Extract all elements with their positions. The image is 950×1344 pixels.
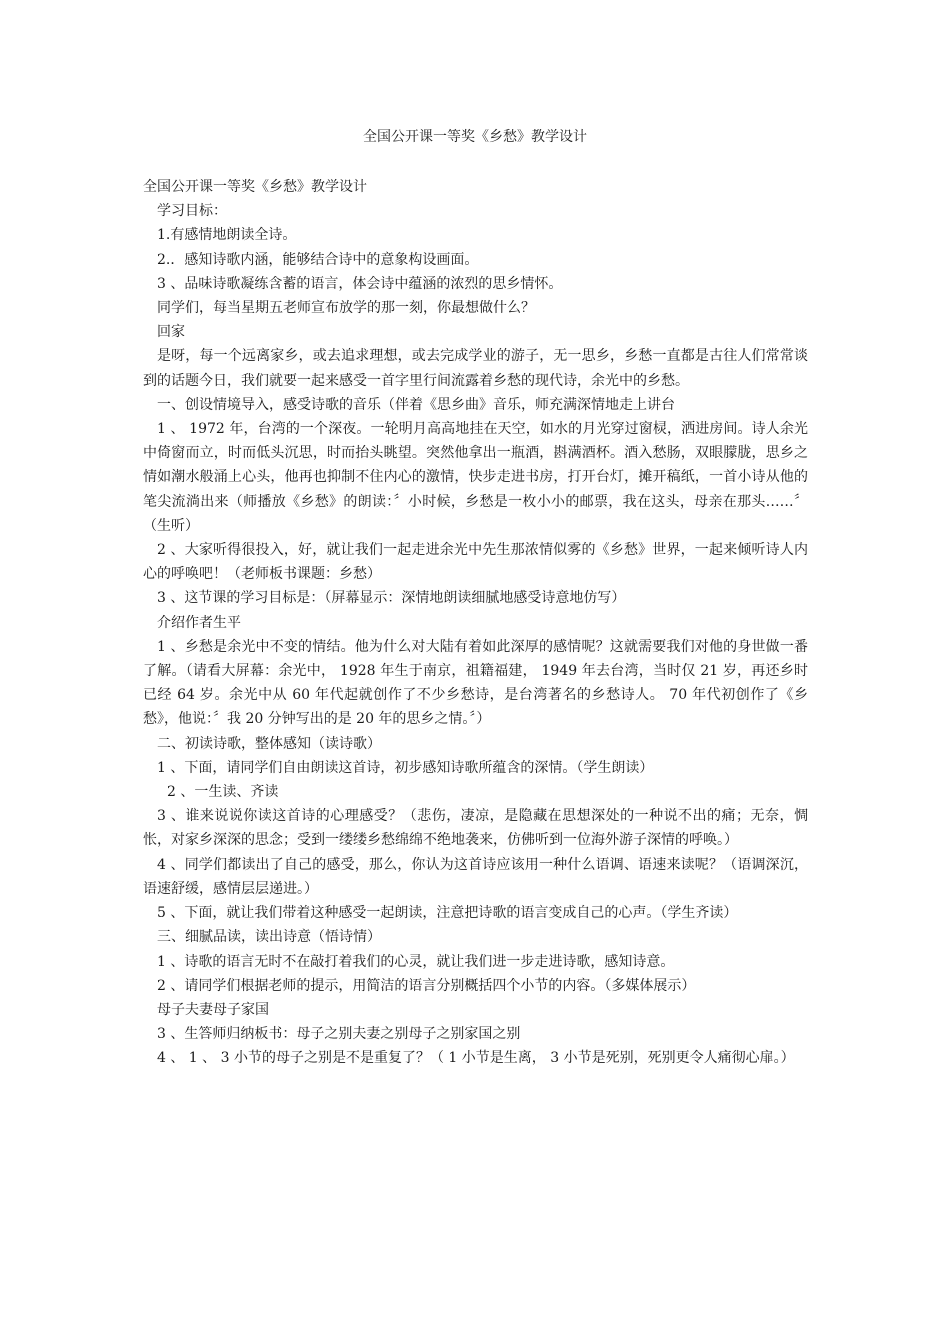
paragraph: 同学们，每当星期五老师宣布放学的那一刻，你最想做什么？ — [157, 300, 535, 317]
paragraph: 1 、下面，请同学们自由朗读这首诗，初步感知诗歌所蕴含的深情。（学生朗读） — [157, 759, 654, 776]
paragraph: 1 、乡愁是余光中不变的情结。他为什么对大陆有着如此深厚的感情呢？这就需要我们对他的身世做一番了解。（请看大屏幕：余光中， 1928 年生于南京，祖籍福建， 1949 年去台湾，当时仅 21 岁，再还乡时已经 64 岁。余光中从 60 年代起就创作了不少乡愁诗，是台湾著名的乡愁诗人。 70 年代初创作了《乡愁》，他说：〞我 20 分钟写出的是 20 年的思乡之情。〞） — [143, 638, 808, 728]
objective-item: 1.有感情地朗读全诗。 — [157, 227, 297, 244]
section-label-objectives: 学习目标： — [157, 203, 227, 220]
section-heading: 三、细腻品读，读出诗意（悟诗情） — [157, 929, 381, 946]
paragraph: 1 、 1972 年，台湾的一个深夜。一轮明月高高地挂在天空，如水的月光穿过窗棂，洒进房间。诗人余光中倚窗而立，时而低头沉思，时而抬头眺望。突然他拿出一瓶酒，斟满酒杯。酒入愁肠，双眼朦胧，思乡之情如潮水般涌上心头，他再也抑制不住内心的激情，快步走进书房，打开台灯，摊开稿纸，一首小诗从他的笔尖流淌出来（师播放《乡愁》的朗读：〞小时候，乡愁是一枚小小的邮票，我在这头，母亲在那头……〞（生听） — [143, 421, 808, 534]
paragraph: 5 、下面，就让我们带着这种感受一起朗读，注意把诗歌的语言变成自己的心声。（学生齐读） — [157, 905, 738, 922]
document-body — [143, 175, 808, 1071]
paragraph: 3 、谁来说说你读这首诗的心理感受？（悲伤，凄凉，是隐藏在思想深处的一种说不出的痛；无奈，惆怅，对家乡深深的思念；受到一缕缕乡愁绵绵不绝地袭来，仿佛听到一位海外游子深情的呼唤。） — [143, 808, 808, 849]
paragraph: 2 、大家听得很投入，好，就让我们一起走进余光中先生那浓情似雾的《乡愁》世界，一起来倾听诗人内心的呼唤吧！（老师板书课题：乡愁） — [143, 542, 808, 583]
paragraph: 回家 — [157, 324, 185, 341]
page-title: 全国公开课一等奖《乡愁》教学设计 — [363, 129, 587, 145]
paragraph: 3 、这节课的学习目标是：（屏幕显示：深情地朗读细腻地感受诗意地仿写） — [157, 590, 626, 607]
section-heading: 介绍作者生平 — [157, 614, 241, 631]
paragraph: 2 、请同学们根据老师的提示，用简洁的语言分别概括四个小节的内容。（多媒体展示） — [157, 977, 696, 994]
paragraph: 1 、诗歌的语言无时不在敲打着我们的心灵，就让我们进一步走进诗歌，感知诗意。 — [157, 953, 675, 970]
objective-item: 2.．感知诗歌内涵，能够结合诗中的意象构设画面。 — [157, 251, 479, 268]
paragraph: 4 、同学们都读出了自己的感受，那么，你认为这首诗应该用一种什么语调、语速来读呢？（语调深沉，语速舒缓，感情层层递进。） — [143, 856, 808, 897]
paragraph: 2 、一生读、齐读 — [167, 784, 279, 801]
paragraph: 3 、生答师归纳板书：母子之别夫妻之别母子之别家国之别 — [157, 1026, 521, 1043]
objective-item: 3 、品味诗歌凝练含蓄的语言，体会诗中蕴涵的浓烈的思乡情怀。 — [157, 275, 563, 292]
doc-heading: 全国公开课一等奖《乡愁》教学设计 — [143, 179, 367, 195]
section-heading: 二、初读诗歌，整体感知（读诗歌） — [157, 735, 381, 752]
paragraph: 是呀，每一个远离家乡，或去追求理想，或去完成学业的游子，无一思乡，乡愁一直都是古往人们常常谈到的话题今日，我们就要一起来感受一首字里行间流露着乡愁的现代诗，余光中的乡愁。 — [143, 348, 808, 389]
paragraph: 4 、 1 、 3 小节的母子之别是不是重复了？（ 1 小节是生离， 3 小节是死别，死别更令人痛彻心扉。） — [157, 1050, 795, 1067]
paragraph: 母子夫妻母子家国 — [157, 1001, 269, 1018]
section-heading: 一、创设情境导入，感受诗歌的音乐（伴着《思乡曲》音乐，师充满深情地走上讲台 — [157, 396, 675, 413]
